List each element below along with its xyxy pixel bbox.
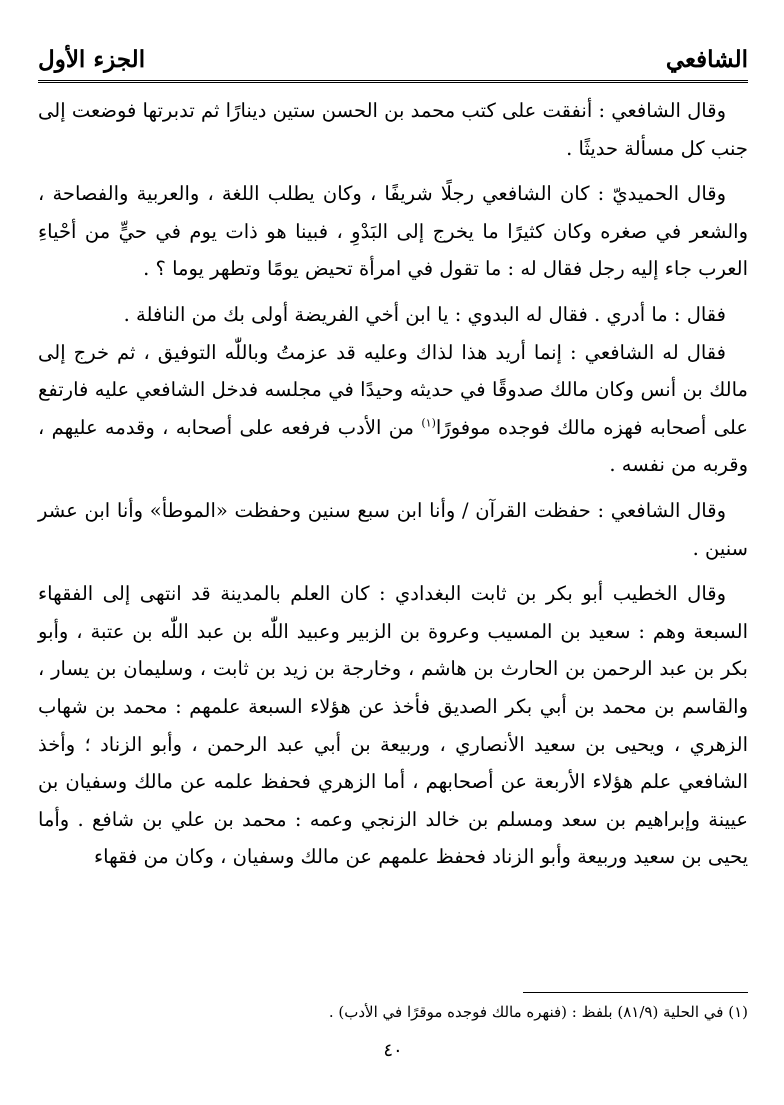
footnote: (١) في الحلية (٨١/٩) بلفظ : (فنهره مالك فوجده موقرًا في الأدب) . (328, 1003, 748, 1021)
paragraph-6: وقال الخطيب أبو بكر بن ثابت البغدادي : كان العلم بالمدينة قد انتهى إلى الفقهاء السبعة وهم : سعيد بن المسيب وعروة بن الزبير وعبيد اللّٰه بن عبد اللّٰه بن عتبة ، وأبو بكر بن عبد الرحمن بن الحارث بن هاشم ، وخارجة بن زيد بن ثابت ، وسليمان بن يسار ، والقاسم بن محمد بن أبي بكر الصديق فأخذ عن هؤلاء السبعة علمهم : محمد بن شهاب الزهري ، ويحيى بن سعيد الأنصاري ، وربيعة بن أبي عبد الرحمن ، وأبو الزناد ؛ وأخذ الشافعي علم هؤلاء الأربعة عن أصحابهم ، أما الزهري فحفظ علمه عن مالك وسفيان بن عيينة وإبراهيم بن سعد ومسلم بن خالد الزنجي وعمه : محمد بن علي بن شافع . وأما يحيى بن سعيد وربيعة وأبو الزناد فحفظ علمهم عن مالك وسفيان ، وكان من فقهاء (38, 582, 748, 869)
paragraph-4-part-b: من الأدب فرفعه على أصحابه ، وقدمه عليهم ، وقربه من نفسه . (38, 415, 748, 477)
page-number: ٤٠ (383, 1040, 403, 1061)
paragraph-2: وقال الحميديّ : كان الشافعي رجلًا شريفًا ، وكان يطلب اللغة ، والعربية والفصاحة ، والشعر في صغره وكان كثيرًا ما يخرج إلى البَدْوِ ، فبينا هو ذات يوم في حيٍّ من أحْياءِ العرب جاء إليه رجل فقال له : ما تقول في امرأة تحيض يومًا وتطهر يوما ؟ . (38, 182, 748, 281)
running-head-volume: الجزء الأول (38, 46, 146, 73)
header-rule (38, 80, 748, 87)
running-head-title: الشافعي (665, 46, 748, 73)
main-text (38, 92, 748, 884)
paragraph-4 (38, 334, 748, 484)
footnote-ref: (١) (421, 416, 436, 430)
paragraph-1: وقال الشافعي : أنفقت على كتب محمد بن الحسن ستين دينارًا ثم تدبرتها فوضعت إلى جنب كل مسألة حديثًا . (38, 99, 748, 160)
paragraph-3: فقال : ما أدري . فقال له البدوي : يا ابن أخي الفريضة أولى بك من النافلة . (123, 302, 726, 326)
book-page (38, 30, 748, 1080)
footnote-rule (523, 992, 748, 993)
paragraph-5: وقال الشافعي : حفظت القرآن / وأنا ابن سبع سنين وحفظت «الموطأ» وأنا ابن عشر سنين . (38, 498, 748, 560)
running-head (38, 40, 748, 80)
paragraph-4-part-a: فقال له الشافعي : إنما أريد هذا لذاك وعليه قد عزمتُ وباللّٰه التوفيق ، ثم خرج إلى مالك بن أنس وكان مالك صدوقًا في حديثه وحيدًا في مجلسه فدخل الشافعي عليه فارتفع على أصحابه فهزه مالك فوجده موفورًا (38, 340, 748, 439)
